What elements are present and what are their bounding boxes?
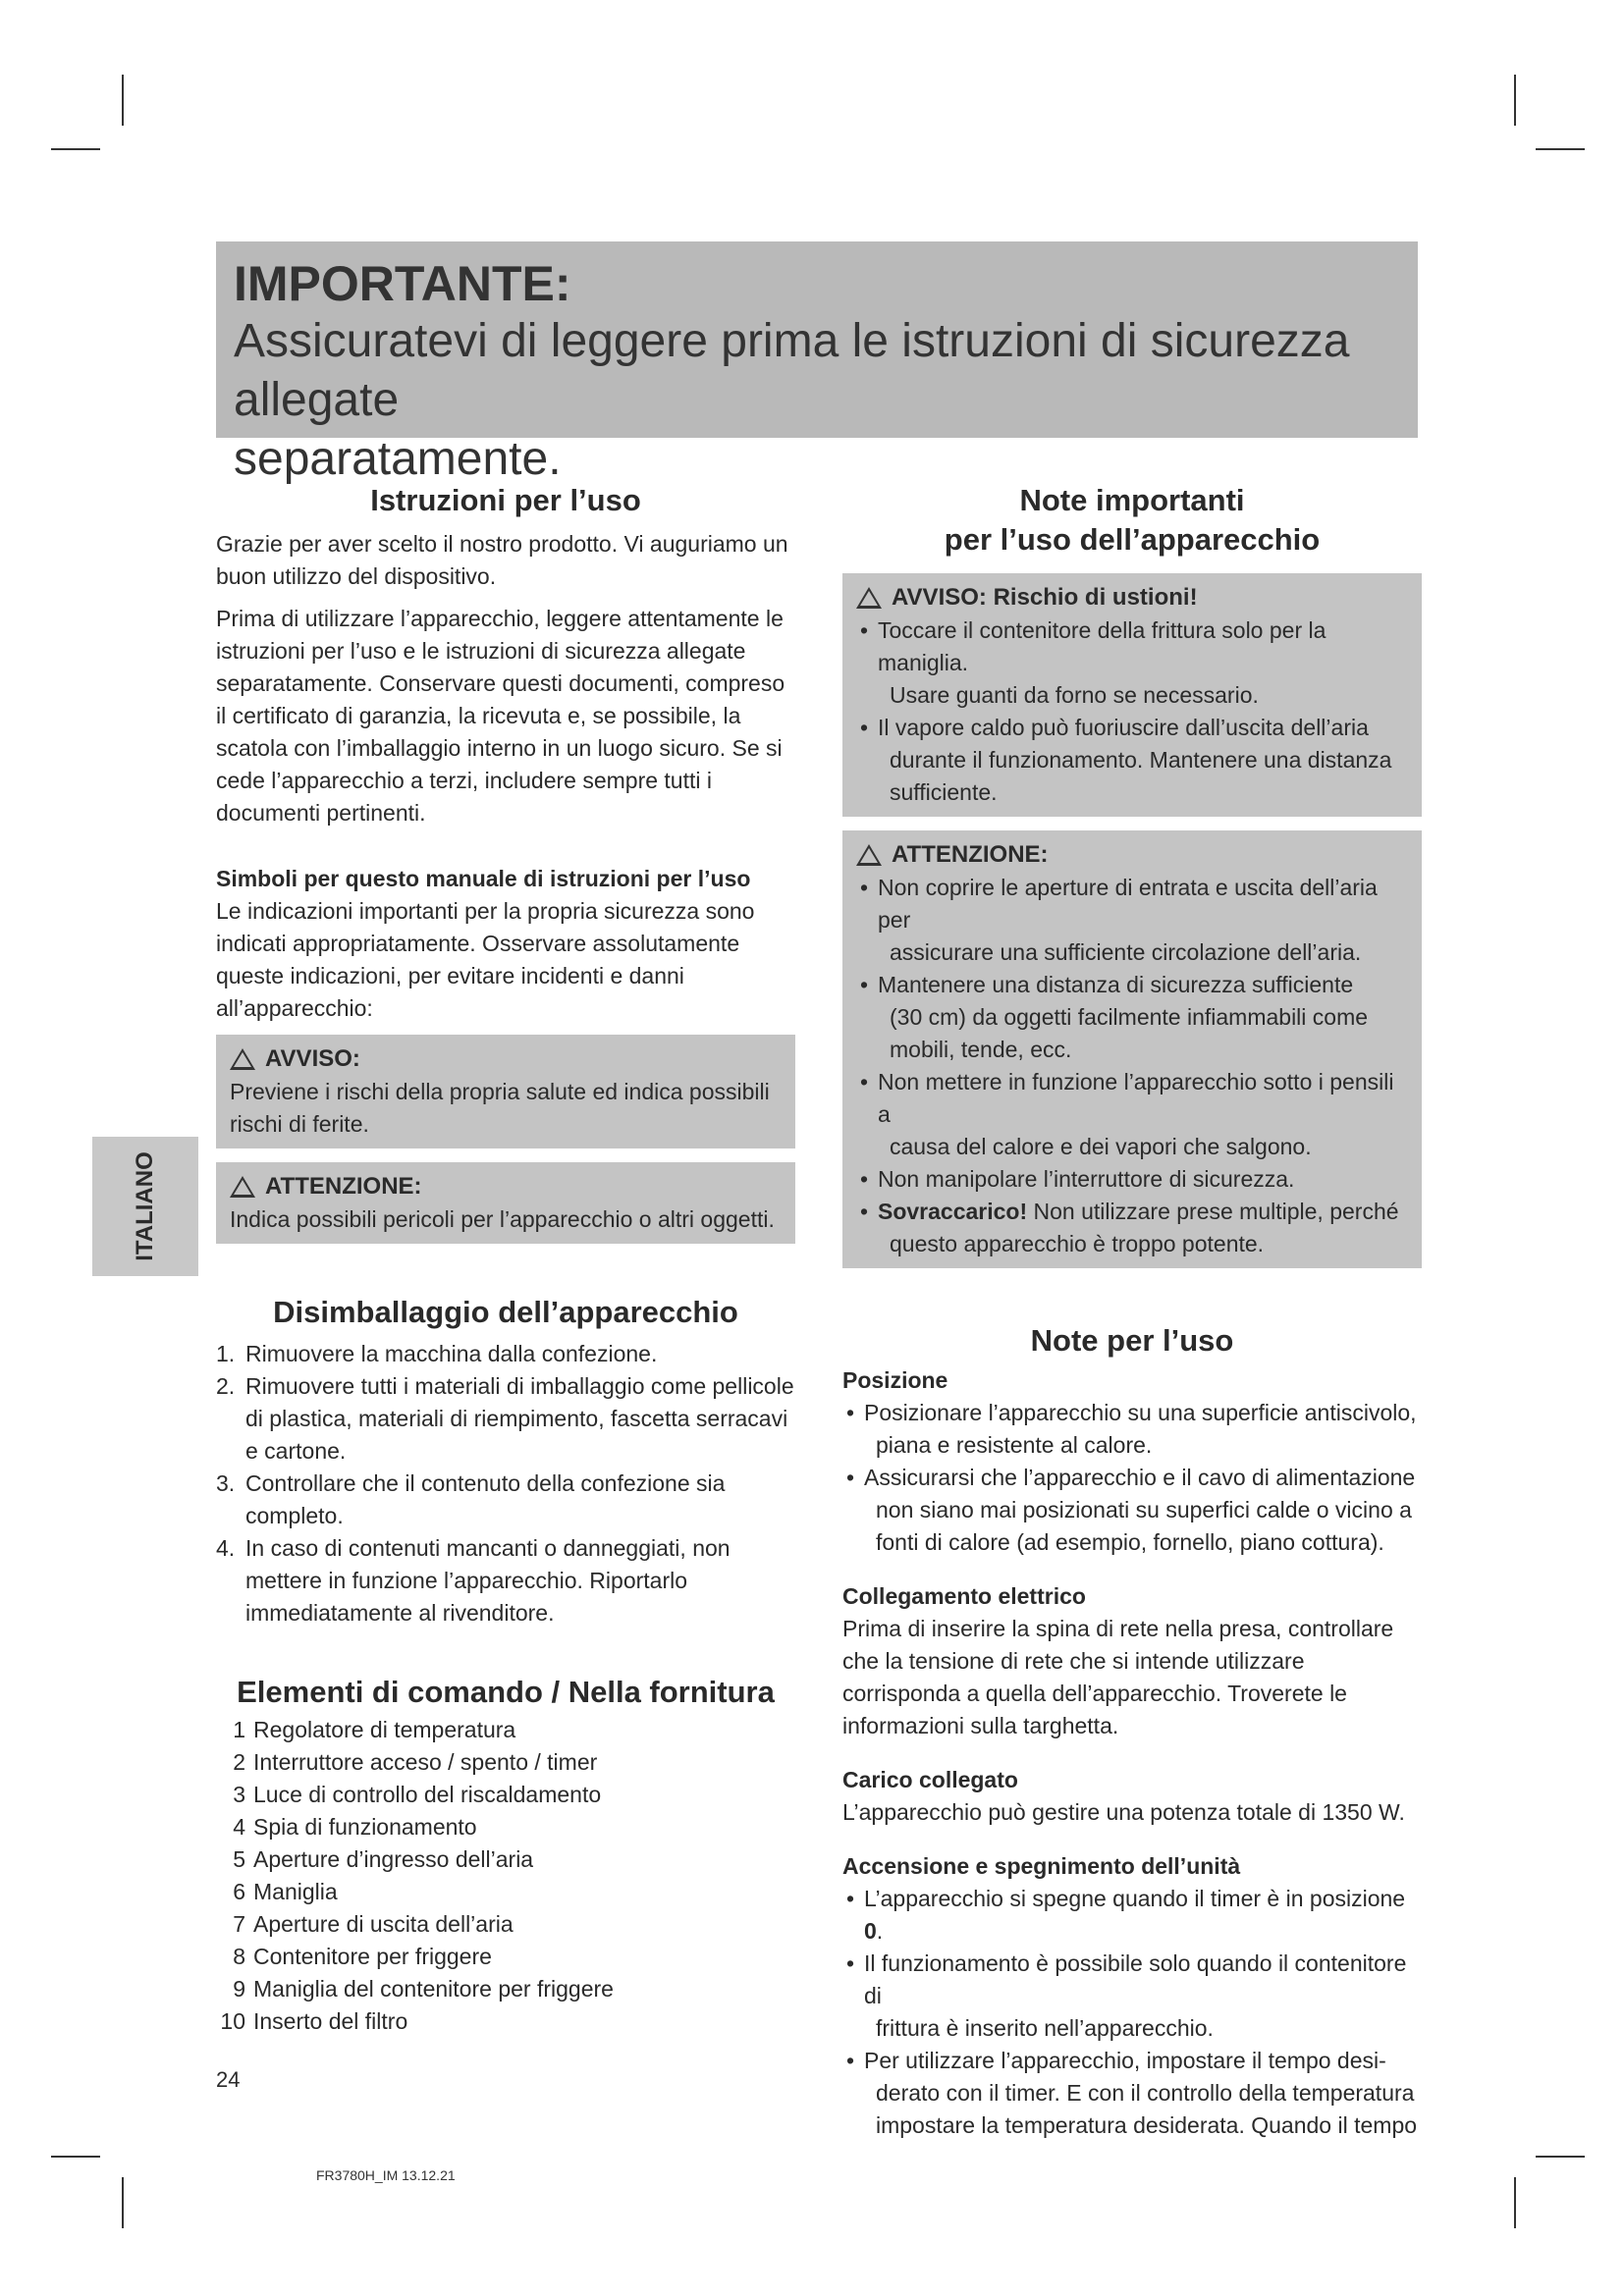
controls-list	[216, 1714, 795, 2038]
list-item: 1 Regolatore di temperatura	[233, 1717, 516, 1742]
load-heading: Carico collegato	[842, 1767, 1018, 1792]
list-item: 2 Interruttore acceso / spento / timer	[233, 1749, 598, 1775]
usage-heading: Note per l’uso	[1030, 1323, 1234, 1358]
unpacking-list	[216, 1338, 795, 1629]
caution-text: Indica possibili pericoli per l’apparecchio o altri oggetti.	[230, 1206, 775, 1232]
banner-line-2: separatamente.	[234, 433, 562, 485]
list-item: 6 Maniglia	[233, 1879, 338, 1904]
list-item: • Posizionare l’apparecchio su una superficie antiscivolo, piana e resistente al calore.	[842, 1397, 1422, 1462]
important-notes-heading-2: per l’uso dell’apparecchio	[944, 522, 1321, 557]
crop-mark	[51, 148, 100, 150]
warning-triangle-icon	[856, 587, 882, 609]
warning-text: Previene i rischi della propria salute ed indica possibili rischi di ferite.	[230, 1079, 770, 1137]
crop-mark	[1514, 2177, 1516, 2228]
list-item: 3 Luce di controllo del riscaldamento	[233, 1782, 602, 1807]
crop-mark	[122, 75, 124, 126]
list-item: • Il funzionamento è possibile solo quando il contenitore di frittura è inserito nell’apparecchio.	[842, 1948, 1422, 2045]
left-column	[216, 481, 795, 2038]
electric-heading: Collegamento elettrico	[842, 1583, 1086, 1609]
unpacking-heading: Disimballaggio dell’apparecchio	[273, 1295, 738, 1329]
crop-mark	[1536, 2156, 1585, 2158]
warning-title: AVVISO:	[265, 1045, 360, 1072]
caution-triangle-icon	[856, 844, 882, 866]
symbols-text: Le indicazioni importanti per la propria sicurezza sono indicati appropriatamente. Osservare assolutamente queste indicazioni, per evitare incidenti e danni all’apparecchio:	[216, 898, 755, 1021]
position-heading: Posizione	[842, 1367, 948, 1393]
caution-box	[216, 1162, 795, 1244]
caution-title-right: ATTENZIONE:	[892, 841, 1049, 868]
list-item: • L’apparecchio si spegne quando il timer è in posizione 0.	[842, 1883, 1422, 1948]
list-item: 1. Rimuovere la macchina dalla confezione.	[216, 1341, 658, 1366]
list-item: • Il vapore caldo può fuoriuscire dall’uscita dell’aria durante il funzionamento. Mantenere una distanza sufficiente.	[856, 712, 1408, 809]
banner-line-1: Assicuratevi di leggere prima le istruzioni di sicurezza allegate	[234, 315, 1350, 426]
list-item: 4 Spia di funzionamento	[233, 1814, 477, 1840]
list-item: 8 Contenitore per friggere	[233, 1944, 492, 1969]
list-item: 7 Aperture di uscita dell’aria	[233, 1911, 514, 1937]
important-notes-heading-1: Note importanti	[1019, 483, 1245, 517]
position-list	[842, 1397, 1422, 1559]
symbols-heading: Simboli per questo manuale di istruzioni per l’uso	[216, 866, 751, 891]
language-tab-label: ITALIANO	[132, 1151, 158, 1261]
language-tab	[92, 1137, 198, 1276]
list-item: • Non coprire le aperture di entrata e uscita dell’aria per assicurare una sufficiente circolazione dell’aria.	[856, 872, 1408, 969]
list-item: • Sovraccarico! Non utilizzare prese multiple, perché questo apparecchio è troppo potente.	[856, 1196, 1408, 1260]
list-item: • Non mettere in funzione l’apparecchio sotto i pensili a causa del calore e dei vapori che salgono.	[856, 1066, 1408, 1163]
crop-mark	[1536, 148, 1585, 150]
right-column	[842, 481, 1422, 2142]
list-item: 2. Rimuovere tutti i materiali di imballaggio come pellicole di plastica, materiali di riempimento, fascetta serracavi e cartone.	[216, 1373, 794, 1464]
list-item: 3. Controllare che il contenuto della confezione sia completo.	[216, 1470, 726, 1528]
list-item: 5 Aperture d’ingresso dell’aria	[233, 1846, 534, 1872]
instructions-heading: Istruzioni per l’uso	[370, 483, 641, 517]
burn-warning-title: AVVISO: Rischio di ustioni!	[892, 584, 1198, 611]
crop-mark	[1514, 75, 1516, 126]
list-item: • Non manipolare l’interruttore di sicurezza.	[856, 1163, 1408, 1196]
load-text: L’apparecchio può gestire una potenza totale di 1350 W.	[842, 1799, 1405, 1825]
crop-mark	[51, 2156, 100, 2158]
list-item: 9 Maniglia del contenitore per friggere	[233, 1976, 614, 2002]
onoff-heading: Accensione e spegnimento dell’unità	[842, 1853, 1241, 1879]
caution-box-right	[842, 830, 1422, 1268]
banner-title: IMPORTANTE:	[234, 256, 571, 311]
electric-text: Prima di inserire la spina di rete nella presa, controllare che la tensione di rete che si intende utilizzare corrisponda a quella dell’apparecchio. Troverete le informazioni sulla targhetta.	[842, 1616, 1394, 1738]
burn-warning-box	[842, 573, 1422, 817]
list-item: • Toccare il contenitore della frittura solo per la maniglia. Usare guanti da forno se necessario.	[856, 614, 1408, 712]
caution-title: ATTENZIONE:	[265, 1173, 422, 1200]
important-banner	[216, 241, 1418, 485]
crop-mark	[122, 2177, 124, 2228]
footer-code: FR3780H_IM 13.12.21	[316, 2167, 456, 2183]
page-number: 24	[216, 2067, 241, 2092]
list-item: • Per utilizzare l’apparecchio, impostare il tempo desi- derato con il timer. E con il controllo della temperatura impostare la temperatura desiderata. Quando il tempo	[842, 2045, 1422, 2142]
instructions-p1: Grazie per aver scelto il nostro prodotto. Vi auguriamo un buon utilizzo del dispositivo.	[216, 531, 788, 589]
warning-box	[216, 1035, 795, 1148]
list-item: 4. In caso di contenuti mancanti o danneggiati, non mettere in funzione l’apparecchio. Riportarlo immediatamente al rivenditore.	[216, 1535, 731, 1626]
controls-heading: Elementi di comando / Nella fornitura	[237, 1675, 775, 1709]
list-item: • Assicurarsi che l’apparecchio e il cavo di alimentazione non siano mai posizionati su superfici calde o vicino a fonti di calore (ad esempio, fornello, piano cottura).	[842, 1462, 1422, 1559]
instructions-p2: Prima di utilizzare l’apparecchio, leggere attentamente le istruzioni per l’uso e le istruzioni di sicurezza allegate separatamente. Conservare questi documenti, compreso il certificato di garanzia, la ricevuta e, se possibile, la scatola con l’imballaggio interno in un luogo sicuro. Se si cede l’apparecchio a terzi, includere sempre tutti i documenti pertinenti.	[216, 606, 785, 826]
warning-triangle-icon	[230, 1048, 255, 1070]
list-item: 10 Inserto del filtro	[220, 2008, 408, 2034]
caution-triangle-icon	[230, 1176, 255, 1198]
onoff-list	[842, 1883, 1422, 2142]
list-item: • Mantenere una distanza di sicurezza sufficiente (30 cm) da oggetti facilmente infiammabili come mobili, tende, ecc.	[856, 969, 1408, 1066]
